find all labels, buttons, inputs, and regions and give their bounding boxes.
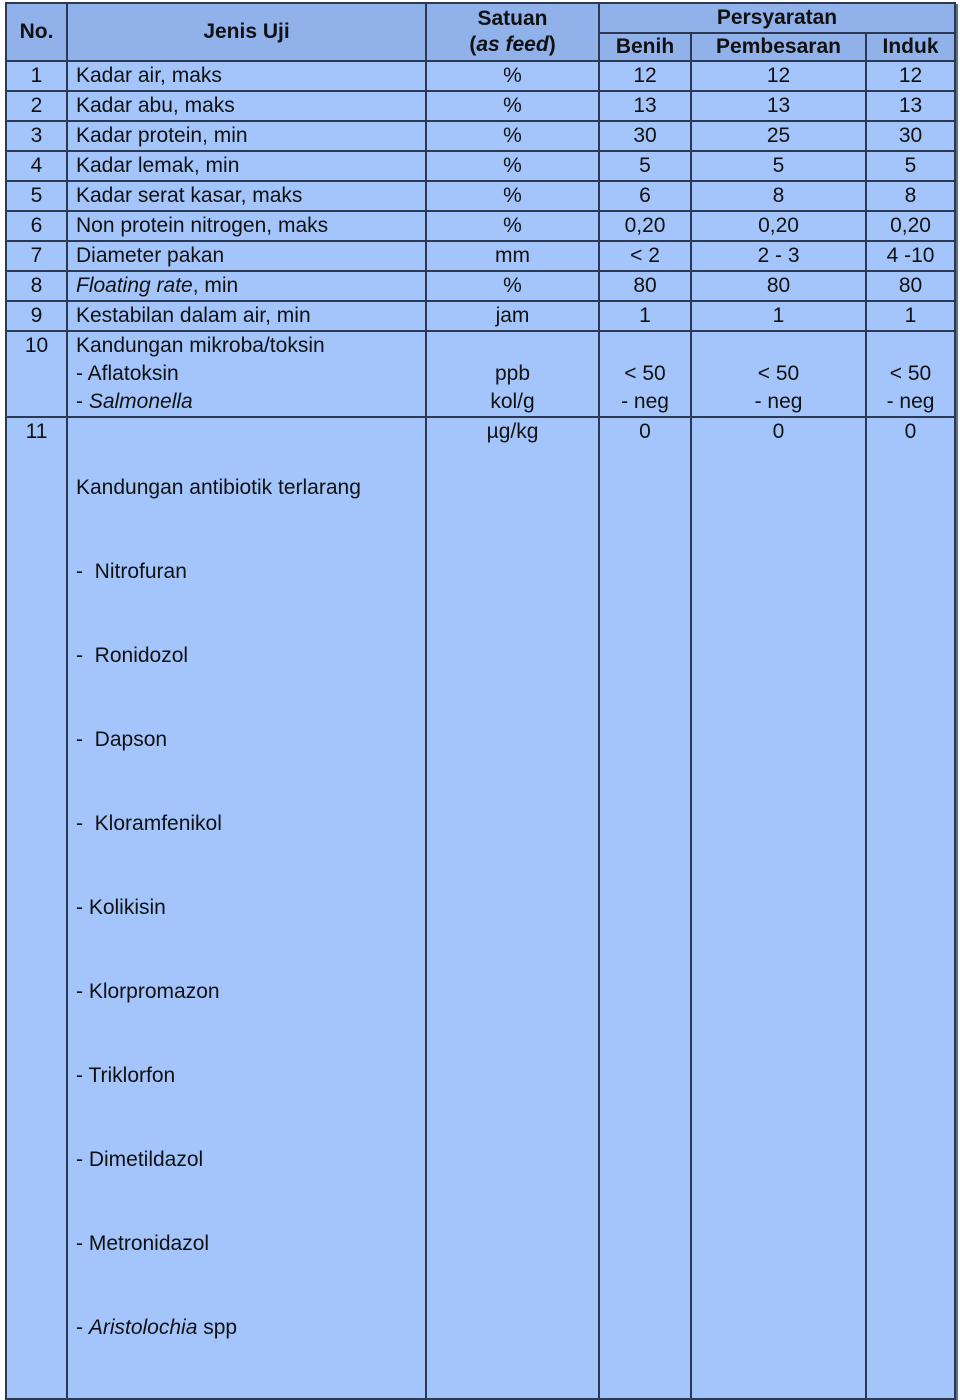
sub-item: - Salmonella (76, 390, 193, 413)
cell-no: 5 (6, 181, 67, 211)
cell-induk: 30 (866, 121, 955, 151)
cell-satuan: ppb kol/g (426, 331, 599, 417)
cell-induk: 80 (866, 271, 955, 301)
cell-induk: 8 (866, 181, 955, 211)
header-benih: Benih (599, 33, 691, 61)
cell-no: 6 (6, 211, 67, 241)
table-row-mikroba (6, 331, 955, 417)
table-row (6, 151, 955, 181)
table-row (6, 181, 955, 211)
cell-benih: 1 (599, 301, 691, 331)
cell-satuan: % (426, 271, 599, 301)
cell-induk: < 50 - neg (866, 331, 955, 417)
cell-pembesaran: 1 (691, 301, 866, 331)
cell-satuan: % (426, 181, 599, 211)
cell-benih: 5 (599, 151, 691, 181)
cell-jenis: Floating rate, min (67, 271, 426, 301)
cell-induk: 12 (866, 61, 955, 91)
cell-pembesaran: 12 (691, 61, 866, 91)
cell-induk: 1 (866, 301, 955, 331)
header-no: No. (6, 3, 67, 61)
table-row-antibiotik (6, 417, 955, 1399)
group-title: Kandungan mikroba/toksin (76, 334, 325, 357)
cell-jenis: Kadar serat kasar, maks (67, 181, 426, 211)
cell-benih: < 50 - neg (599, 331, 691, 417)
cell-jenis: Diameter pakan (67, 241, 426, 271)
sub-item: - Triklorfon (76, 1064, 176, 1087)
header-satuan (426, 3, 599, 61)
cell-benih: 12 (599, 61, 691, 91)
group-title: Kandungan antibiotik terlarang (76, 476, 361, 499)
sub-item: - Nitrofuran (76, 560, 187, 583)
cell-jenis: Kadar protein, min (67, 121, 426, 151)
cell-jenis: Kadar abu, maks (67, 91, 426, 121)
cell-no: 3 (6, 121, 67, 151)
cell-pembesaran: 25 (691, 121, 866, 151)
header-satuan-line1: Satuan (477, 7, 548, 30)
cell-jenis: Kadar lemak, min (67, 151, 426, 181)
cell-satuan: mm (426, 241, 599, 271)
cell-no: 11 (6, 417, 67, 1399)
cell-induk: 0 (866, 417, 955, 1399)
sub-item: - Kloramfenikol (76, 812, 222, 835)
cell-satuan: % (426, 61, 599, 91)
cell-no: 10 (6, 331, 67, 417)
table-row (6, 241, 955, 271)
cell-jenis (67, 331, 426, 417)
cell-pembesaran: 0 (691, 417, 866, 1399)
table-row (6, 61, 955, 91)
table-row (6, 271, 955, 301)
cell-pembesaran: 0,20 (691, 211, 866, 241)
cell-pembesaran: 2 - 3 (691, 241, 866, 271)
cell-pembesaran: 8 (691, 181, 866, 211)
sub-item: - Aflatoksin (76, 362, 179, 385)
cell-satuan: jam (426, 301, 599, 331)
cell-benih: 0,20 (599, 211, 691, 241)
sub-item: - Aristolochia spp (76, 1316, 238, 1339)
cell-no: 7 (6, 241, 67, 271)
sub-item: - Dimetildazol (76, 1148, 204, 1171)
cell-benih: 6 (599, 181, 691, 211)
cell-jenis: Kestabilan dalam air, min (67, 301, 426, 331)
cell-benih: 30 (599, 121, 691, 151)
table-row (6, 91, 955, 121)
cell-induk: 13 (866, 91, 955, 121)
cell-benih: < 2 (599, 241, 691, 271)
cell-pembesaran: 5 (691, 151, 866, 181)
cell-satuan: % (426, 151, 599, 181)
table-row (6, 211, 955, 241)
header-jenis-uji: Jenis Uji (67, 3, 426, 61)
cell-no: 8 (6, 271, 67, 301)
feed-specification-table (5, 2, 956, 1400)
cell-satuan: % (426, 91, 599, 121)
cell-pembesaran: 80 (691, 271, 866, 301)
cell-induk: 5 (866, 151, 955, 181)
table-row (6, 301, 955, 331)
sub-item: - Metronidazol (76, 1232, 210, 1255)
cell-benih: 0 (599, 417, 691, 1399)
cell-no: 2 (6, 91, 67, 121)
header-satuan-line2: (as feed) (469, 33, 556, 56)
cell-jenis (67, 417, 426, 1399)
cell-satuan: µg/kg (426, 417, 599, 1399)
cell-benih: 80 (599, 271, 691, 301)
table-row (6, 121, 955, 151)
cell-jenis: Non protein nitrogen, maks (67, 211, 426, 241)
header-pembesaran: Pembesaran (691, 33, 866, 61)
cell-induk: 4 -10 (866, 241, 955, 271)
cell-satuan: % (426, 211, 599, 241)
sub-item: - Kolikisin (76, 896, 166, 919)
sub-item: - Ronidozol (76, 644, 189, 667)
sub-item: - Dapson (76, 728, 168, 751)
cell-benih: 13 (599, 91, 691, 121)
cell-no: 4 (6, 151, 67, 181)
cell-satuan: % (426, 121, 599, 151)
cell-jenis: Kadar air, maks (67, 61, 426, 91)
header-persyaratan: Persyaratan (599, 3, 955, 33)
cell-no: 1 (6, 61, 67, 91)
cell-pembesaran: < 50 - neg (691, 331, 866, 417)
cell-no: 9 (6, 301, 67, 331)
cell-induk: 0,20 (866, 211, 955, 241)
cell-pembesaran: 13 (691, 91, 866, 121)
sub-item: - Klorpromazon (76, 980, 220, 1003)
header-induk: Induk (866, 33, 955, 61)
